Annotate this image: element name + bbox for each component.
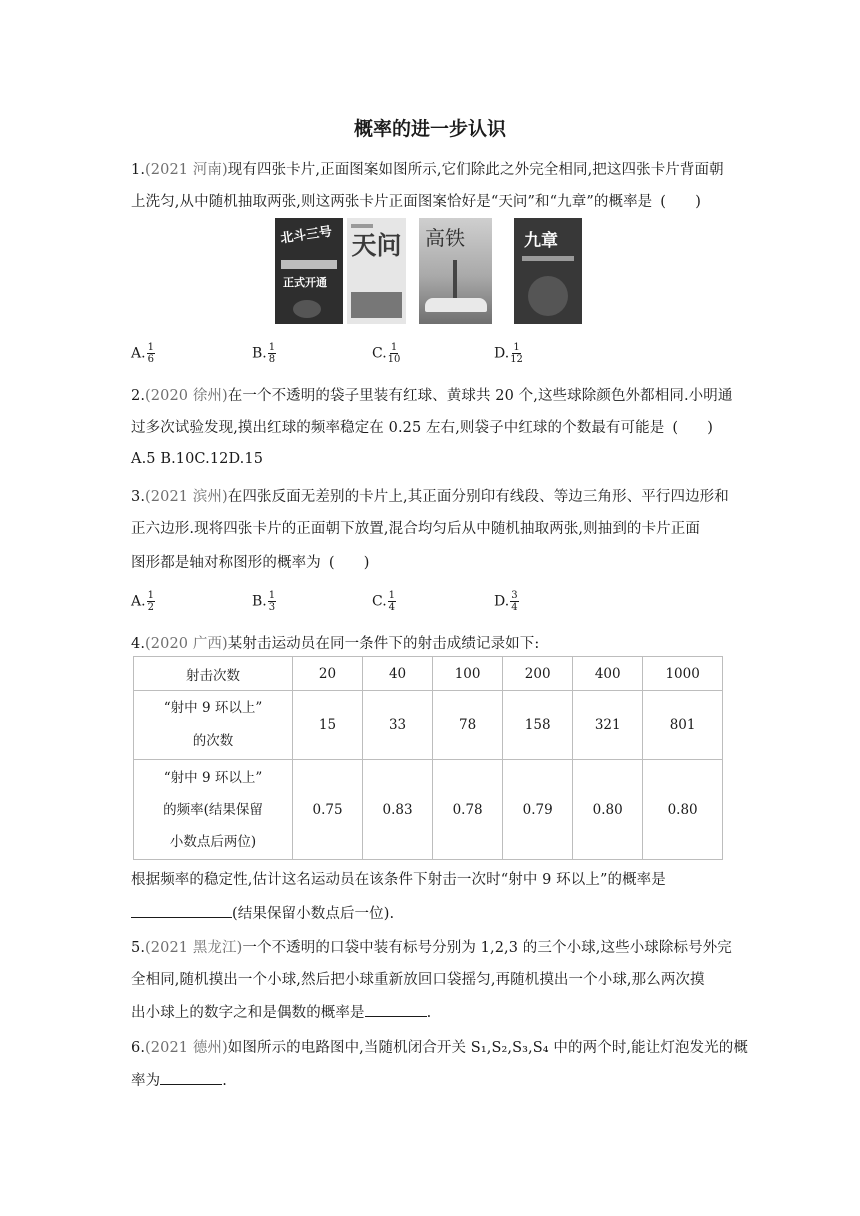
q2-answer-paren: ( ) xyxy=(672,420,714,436)
q5-line-2: 全相同,随机摸出一个小球,然后把小球重新放回口袋摇匀,再随机摸出一个小球,那么两次摸 xyxy=(131,972,705,988)
q2-line-2 xyxy=(131,416,713,437)
table-row xyxy=(134,760,723,860)
table-cell: 0.75 xyxy=(293,760,363,860)
table-cell: 0.79 xyxy=(503,760,573,860)
q5-line-1 xyxy=(131,936,732,957)
q6-line-1 xyxy=(131,1036,748,1057)
q1-line-1 xyxy=(131,158,724,179)
q6-text-2: 率为 xyxy=(131,1073,161,1089)
q3-text-3: 图形都是轴对称图形的概率为 xyxy=(131,555,321,571)
table-header-cell: 40 xyxy=(363,657,433,691)
q6-line-2: 率为 . xyxy=(131,1069,227,1090)
page-title: 概率的进一步认识 xyxy=(353,118,506,140)
q5-number: 5. xyxy=(131,940,146,956)
table-cell: 0.78 xyxy=(433,760,503,860)
table-row xyxy=(134,657,723,691)
table-header-cell: 20 xyxy=(293,657,363,691)
q4-text-3: (结果保留小数点后一位). xyxy=(232,906,395,922)
table-header-cell: 100 xyxy=(433,657,503,691)
q6-text-1: 如图所示的电路图中,当随机闭合开关 S₁,S₂,S₃,S₄ 中的两个时,能让灯泡发光的概 xyxy=(227,1040,748,1056)
q4-answer-blank[interactable] xyxy=(131,903,232,918)
q1-answer-paren: ( ) xyxy=(660,194,701,210)
q4-number: 4. xyxy=(131,636,146,652)
q3-option-c: C. $\frac{1}{4}$ xyxy=(372,590,396,613)
table-row-label: “射中 9 环以上” 的频率(结果保留 小数点后两位) xyxy=(134,760,293,860)
q1-text-2: 上洗匀,从中随机抽取两张,则这两张卡片正面图案恰好是“天问”和“九章”的概率是 xyxy=(131,194,653,210)
q1-line-2 xyxy=(131,190,701,211)
q1-option-d: D. $\frac{1}{12}$ xyxy=(494,342,523,365)
table-cell: 0.80 xyxy=(573,760,643,860)
q4-line-2: 根据频率的稳定性,估计这名运动员在该条件下射击一次时“射中 9 环以上”的概率是 xyxy=(131,872,666,888)
q5-text-1: 一个不透明的口袋中装有标号分别为 1,2,3 的三个小球,这些小球除标号外完 xyxy=(242,940,732,956)
q3-option-b: B. $\frac{1}{3}$ xyxy=(252,590,276,613)
q1-source: (2021 河南) xyxy=(145,162,228,178)
q3-line-3 xyxy=(131,551,370,572)
q6-source: (2021 德州) xyxy=(145,1040,228,1056)
table-cell: 15 xyxy=(293,691,363,760)
jiuzhang-card-icon: 九章 xyxy=(514,218,582,324)
q3-option-d: D. $\frac{3}{4}$ xyxy=(494,590,518,613)
q5-answer-blank[interactable] xyxy=(365,1002,427,1017)
q3-source: (2021 滨州) xyxy=(145,489,228,505)
q3-number: 3. xyxy=(131,489,146,505)
q2-options: A.5 B.10C.12D.15 xyxy=(131,451,264,467)
q4-line-1 xyxy=(131,632,539,653)
q2-text-2: 过多次试验发现,摸出红球的频率稳定在 0.25 左右,则袋子中红球的个数最有可能是 xyxy=(131,420,665,436)
q2-text-1: 在一个不透明的袋子里装有红球、黄球共 20 个,这些球除颜色外都相同.小明通 xyxy=(227,388,733,404)
q3-answer-paren: ( ) xyxy=(328,555,370,571)
table-row xyxy=(134,691,723,760)
table-cell: 33 xyxy=(363,691,433,760)
table-cell: 0.80 xyxy=(643,760,723,860)
table-cell: 801 xyxy=(643,691,723,760)
q3-line-1 xyxy=(131,485,729,506)
q6-answer-blank[interactable] xyxy=(160,1070,222,1085)
q5-source: (2021 黑龙江) xyxy=(145,940,243,956)
q2-source: (2020 徐州) xyxy=(145,388,228,404)
q6-number: 6. xyxy=(131,1040,146,1056)
table-row-label: “射中 9 环以上” 的次数 xyxy=(134,691,293,760)
q5-line-3: 出小球上的数字之和是偶数的概率是 . xyxy=(131,1001,431,1022)
q2-number: 2. xyxy=(131,388,146,404)
q1-option-a: A. $\frac{1}{6}$ xyxy=(131,342,154,365)
table-cell: 321 xyxy=(573,691,643,760)
q4-line-3 xyxy=(131,902,394,923)
table-header-cell: 射击次数 xyxy=(134,657,293,691)
table-header-cell: 1000 xyxy=(643,657,723,691)
q4-text-1: 某射击运动员在同一条件下的射击成绩记录如下: xyxy=(227,636,540,652)
q2-line-1 xyxy=(131,384,732,405)
tianwen-card-icon: 天问 xyxy=(347,218,406,324)
q1-text-1: 现有四张卡片,正面图案如图所示,它们除此之外完全相同,把这四张卡片背面朝 xyxy=(227,162,724,178)
q1-option-c: C. $\frac{1}{10}$ xyxy=(372,342,401,365)
q3-option-a: A. $\frac{1}{2}$ xyxy=(131,590,154,613)
table-header-cell: 200 xyxy=(503,657,573,691)
table-cell: 0.83 xyxy=(363,760,433,860)
q1-card-images xyxy=(0,218,860,326)
q3-text-1: 在四张反面无差别的卡片上,其正面分别印有线段、等边三角形、平行四边形和 xyxy=(227,489,729,505)
q4-source: (2020 广西) xyxy=(145,636,228,652)
shooting-record-table xyxy=(133,656,723,860)
table-cell: 158 xyxy=(503,691,573,760)
q1-option-b: B. $\frac{1}{8}$ xyxy=(252,342,276,365)
gaotie-card-icon: 高铁 xyxy=(419,218,492,324)
q1-number: 1. xyxy=(131,162,146,178)
table-cell: 78 xyxy=(433,691,503,760)
beidou-card-icon: 北斗三号 正式开通 xyxy=(275,218,343,324)
table-header-cell: 400 xyxy=(573,657,643,691)
q5-text-3: 出小球上的数字之和是偶数的概率是 xyxy=(131,1005,365,1021)
q3-line-2: 正六边形.现将四张卡片的正面朝下放置,混合均匀后从中随机抽取两张,则抽到的卡片正面 xyxy=(131,521,700,537)
